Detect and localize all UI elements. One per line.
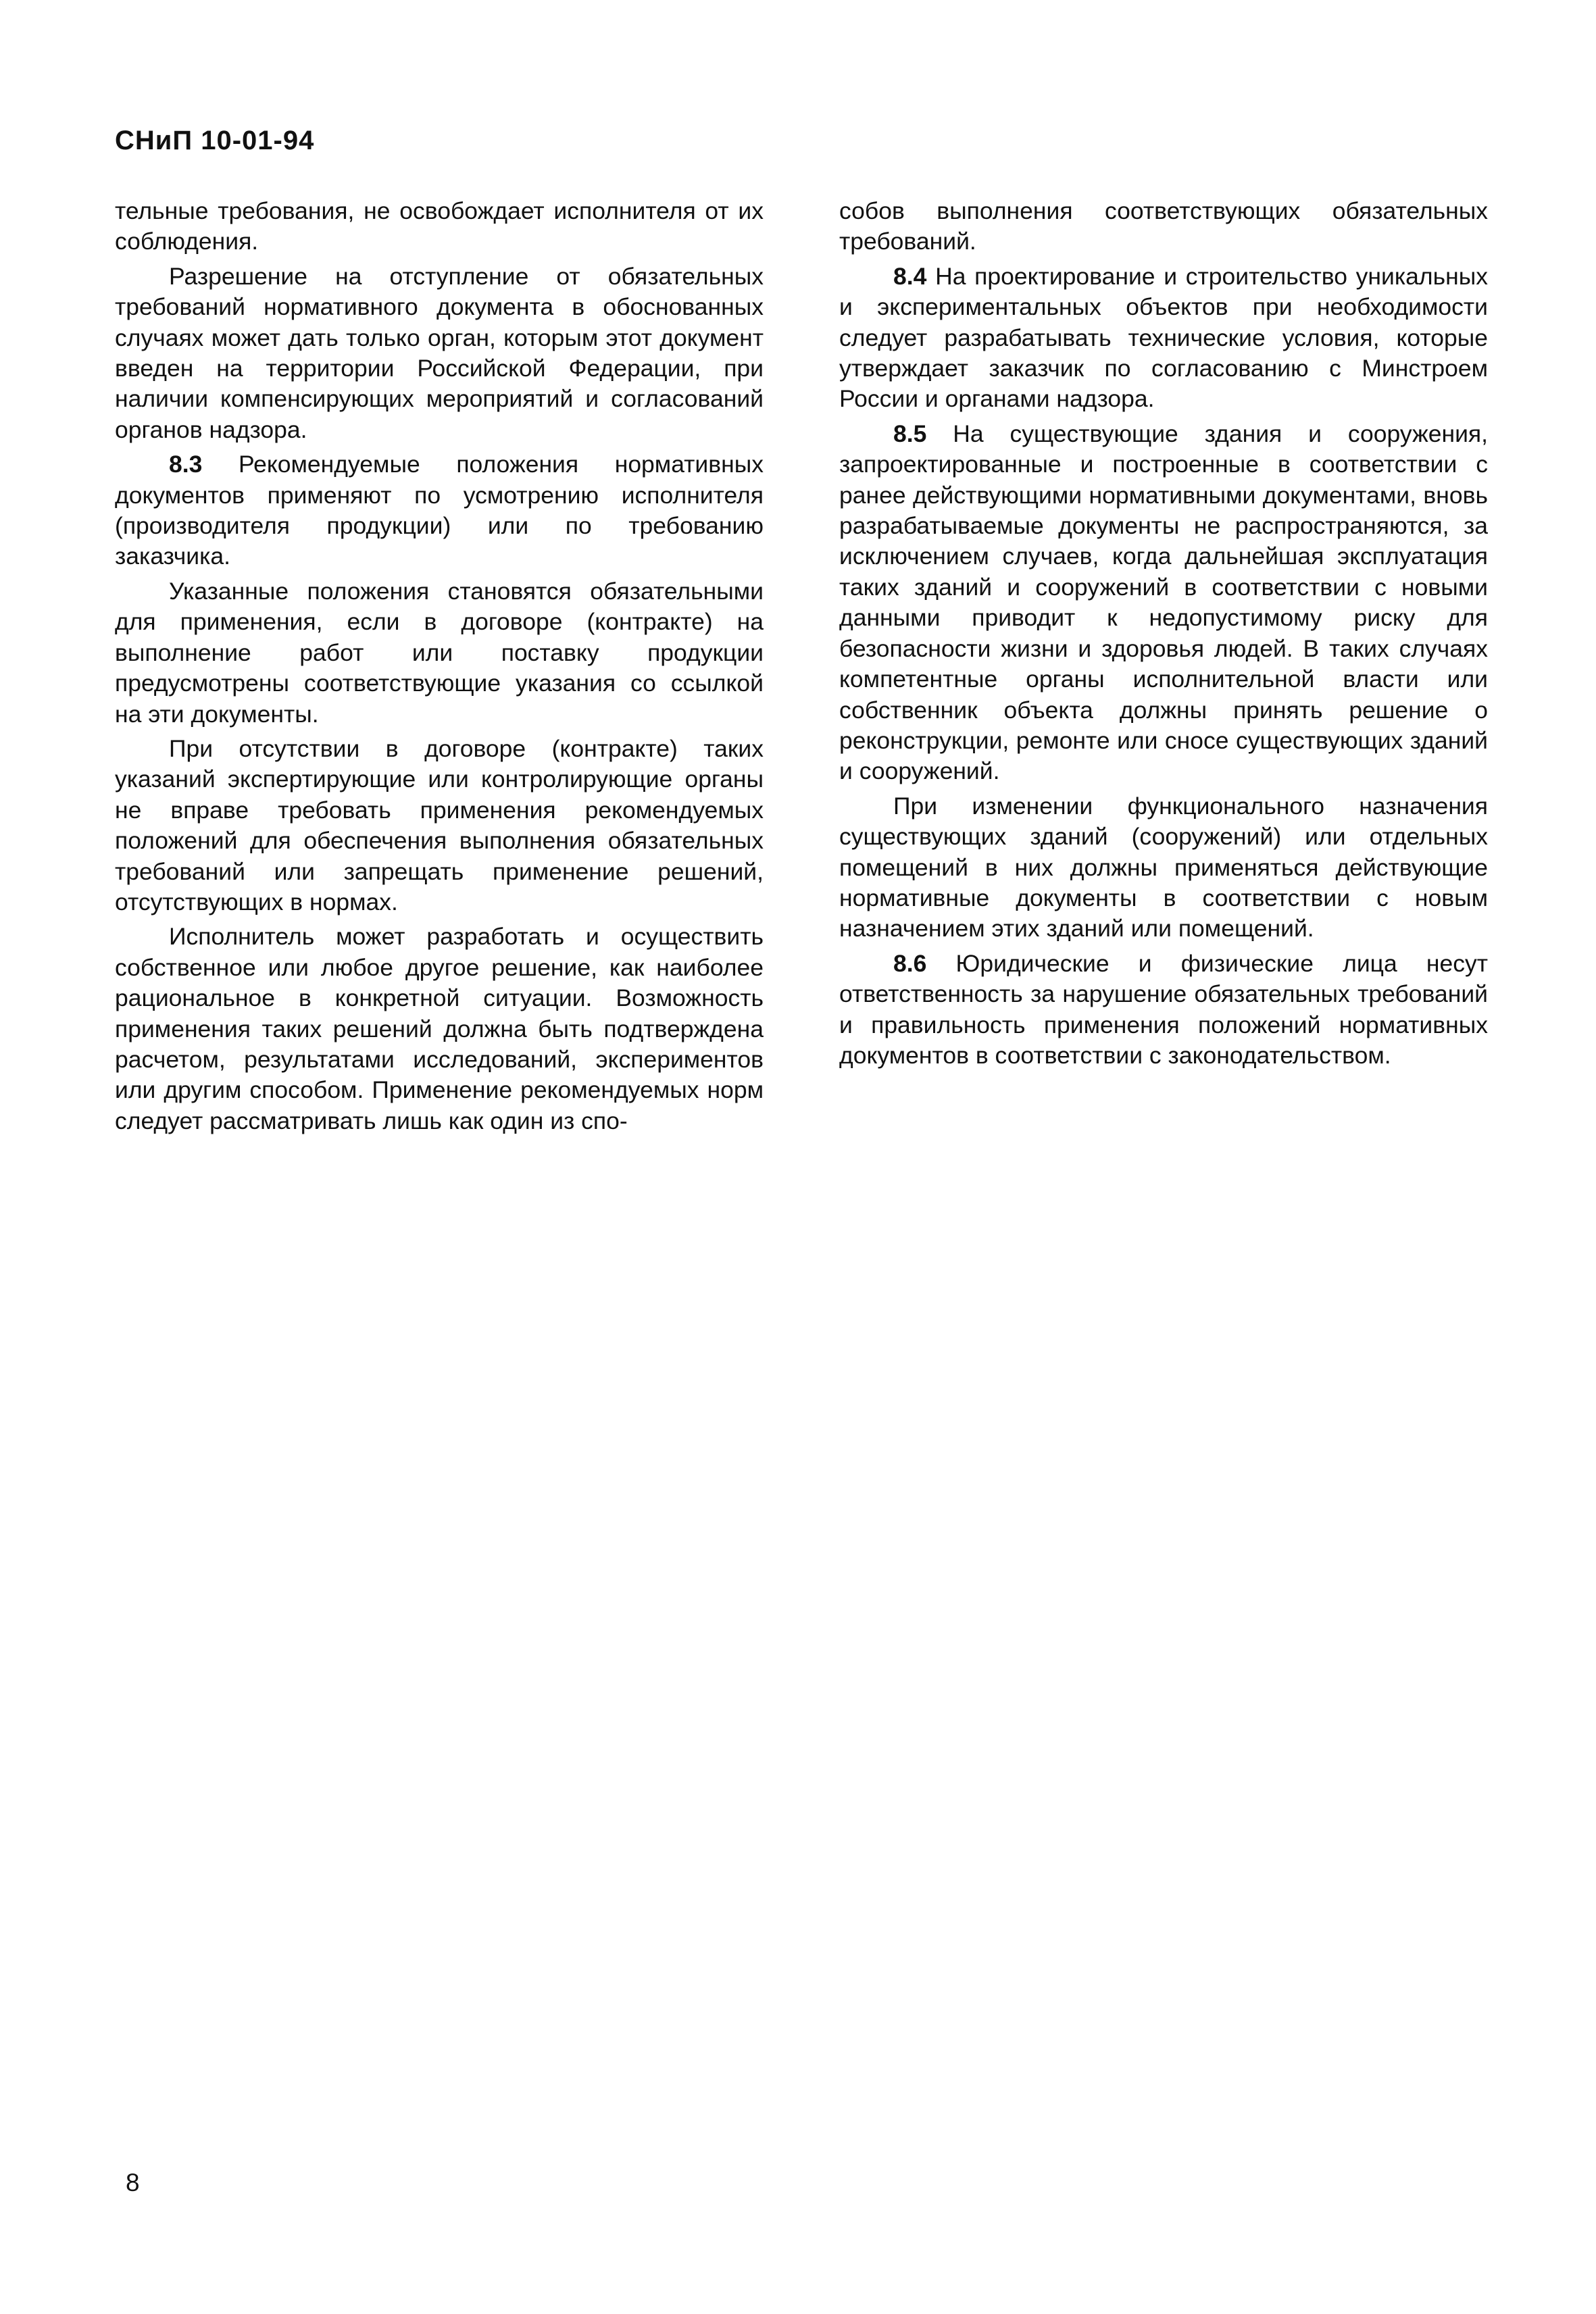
clause-number: 8.3 bbox=[169, 451, 203, 478]
page-number: 8 bbox=[126, 2169, 140, 2196]
paragraph-deviation-permission: Разрешение на отступление от обязательных требований нормативного документа в обоснованных случаях может дать только орган, которым этот документ введен на территории Российской Федерации, при наличии компенсирующих мероприятий и согласований органов надзора. bbox=[115, 262, 764, 443]
clause-text: На проектирование и строительство уникальных и экспериментальных объектов при необходимости следует разрабатывать технические условия, которые утверждает заказчик по согласованию с Минстроем России и органами надзора. bbox=[839, 262, 1488, 413]
paragraph-clause-8-4 bbox=[839, 261, 1488, 415]
paragraph-continuation: собов выполнения соответствующих обязательных требований. bbox=[839, 197, 1488, 255]
right-text-column bbox=[839, 196, 1488, 1075]
paragraph-clause-8-6 bbox=[839, 949, 1488, 1072]
paragraph-clause-8-5 bbox=[839, 419, 1488, 787]
clause-number: 8.4 bbox=[893, 262, 927, 290]
left-text-column bbox=[115, 196, 764, 1140]
paragraph-executor-solution: Исполнитель может разработать и осуществить собственное или любое другое решение, как наиболее рациональное в конкретной ситуации. Возможность применения таких решений должна быть подтверждена расчетом, результатами исследований, экспериментов или другим способом. Применение рекомендуемых норм следует рассматривать лишь как один из спо- bbox=[115, 923, 764, 1134]
paragraph-function-change: При изменении функционального назначения существующих зданий (сооружений) или отдельных помещений в них должны применяться действующие нормативные документы в соответствии с новым назначением этих зданий или помещений. bbox=[839, 792, 1488, 942]
paragraph-absence-in-contract: При отсутствии в договоре (контракте) таких указаний экспертирующие или контролирующие органы не вправе требовать применения рекомендуемых положений для обеспечения выполнения обязательных требований или запрещать применение решений, отсутствующих в нормах. bbox=[115, 734, 764, 915]
clause-number: 8.5 bbox=[893, 420, 927, 447]
clause-text: На существующие здания и сооружения, запроектированные и построенные в соответствии с ранее действующими нормативными документами, вновь разрабатываемые документы не распространяются, за исключением случаев, когда дальнейшая эксплуатация таких зданий и сооружений в соответствии с новыми данными приводит к недопустимому риску для безопасности жизни и здоровья людей. В таких случаях компетентные органы исполнительной власти или собственник объекта должны принять решение о реконструкции, ремонте или сносе существующих зданий и сооружений. bbox=[839, 420, 1488, 785]
paragraph-mandatory-conditions: Указанные положения становятся обязательными для применения, если в договоре (контракте) на выполнение работ или поставку продукции предусмотрены соответствующие указания со ссылкой на эти документы. bbox=[115, 577, 764, 728]
document-code-header: СНиП 10-01-94 bbox=[115, 126, 315, 155]
clause-text: Юридические и физические лица несут ответственность за нарушение обязательных требований и правильность применения положений нормативных документов в соответствии с законодательством. bbox=[839, 949, 1488, 1069]
clause-text: Рекомендуемые положения нормативных документов применяют по усмотрению исполнителя (производителя продукции) или по требованию заказчика. bbox=[115, 451, 764, 570]
paragraph-clause-8-3 bbox=[115, 449, 764, 572]
clause-number: 8.6 bbox=[893, 949, 927, 977]
paragraph-continuation: тельные требования, не освобождает исполнителя от их соблюдения. bbox=[115, 197, 764, 255]
